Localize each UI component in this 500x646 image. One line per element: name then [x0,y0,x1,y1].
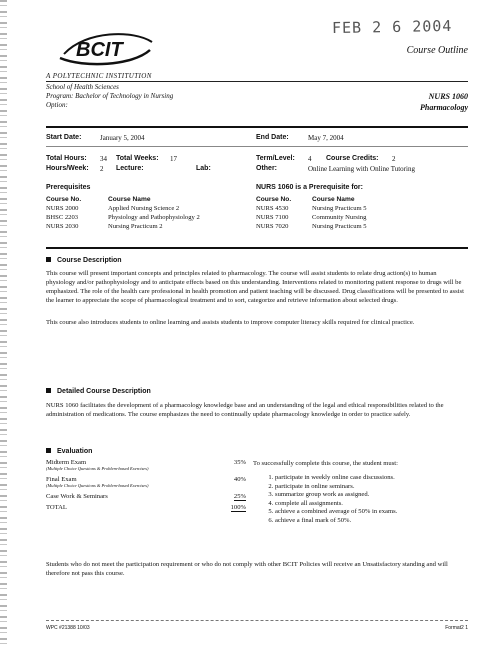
detailed-description-heading [46,388,151,395]
prerequisites-title: Prerequisites [46,184,91,191]
course-no: NURS 4530 [256,205,289,212]
other-label: Other: [256,165,277,172]
other-value: Online Learning with Online Tutoring [308,165,415,173]
total-weeks-value: 17 [170,155,177,163]
list-item: 3. summarize group work as assigned. [275,491,468,500]
evaluation-note: Students who do not meet the participation requirement or who do not comply with other BCIT Policies will receive an Unsatisfactory standing and will therefore not pass this course. [46,561,448,577]
course-heading [420,91,468,113]
section-divider [46,247,468,249]
end-date-label: End Date: [256,134,289,141]
requirements-intro: To successfully complete this course, the student must: [253,460,398,467]
received-date-stamp: FEB 2 6 2004 [331,16,453,38]
bullet-square-icon [46,448,51,453]
course-description-paragraph: This course will present important concepts and principles related to pharmacology. The course will assist students to relate drug action(s) to human physiology and/or pathophysiology and to anticipate effects based on this understanding. Interventions related to monitoring patient response to drugs will be emphasized. The role of the health care professional in health promotion and patient teaching will be discussed. Drug classifications will be presented to assist the learner to appreciate the scope of pharmacological treatment and to sort, categorize and retrieve information about selected drugs. [46,270,464,304]
evaluation-item: Final Exam [46,476,77,483]
course-no: NURS 7020 [256,223,289,230]
total-weeks-label: Total Weeks: [116,155,159,162]
lab-label: Lab: [196,165,211,172]
course-name: Physiology and Pathophysiology 2 [108,214,200,221]
prerequisite-for-table [256,195,373,231]
evaluation-item: Midterm Exam [46,459,87,466]
evaluation-row [46,493,246,504]
table-row [46,213,206,222]
evaluation-table [46,459,246,515]
school-name: School of Health Sciences [46,83,119,91]
section-title: Evaluation [57,448,93,455]
details-divider [46,126,468,128]
bullet-square-icon [46,257,51,262]
col-course-name: Course Name [312,196,355,203]
course-name: Nursing Practicum 2 [108,223,163,230]
table-row [256,213,373,222]
evaluation-row [46,476,246,493]
list-item: 1. participate in weekly online case discussions. [275,474,468,483]
table-header-row [46,195,206,204]
table-row [46,222,206,231]
tagline: A POLYTECHNIC INSTITUTION [46,72,152,80]
col-course-no: Course No. [46,196,82,203]
col-course-name: Course Name [108,196,151,203]
course-no: NURS 2000 [46,205,79,212]
course-description-heading [46,257,122,264]
table-row [256,222,373,231]
course-no: BHSC 2203 [46,214,79,221]
bcit-logo [56,28,156,68]
header-divider [46,81,468,82]
course-no: NURS 7100 [256,214,289,221]
evaluation-total-weight: 100% [230,504,246,511]
evaluation-item-note: (Multiple Choice Questions & Problem-based Exercises) [46,466,149,471]
course-description-paragraph-2: This course also introduces students to online learning and assists students to improve computer literacy skills required for clinical practice. [46,319,415,326]
start-date-value: January 5, 2004 [100,134,145,142]
bcit-logo-swoosh-icon [56,28,156,68]
course-name: Applied Nursing Science 2 [108,205,180,212]
section-title: Detailed Course Description [57,388,151,395]
course-no: NURS 2030 [46,223,79,230]
evaluation-weight: 25% [233,493,246,500]
evaluation-row [46,459,246,476]
school-info [46,83,173,110]
evaluation-heading [46,448,92,455]
bullet-square-icon [46,388,51,393]
prerequisite-for-title: NURS 1060 is a Prerequisite for: [256,184,363,191]
evaluation-total-label: TOTAL [46,504,67,511]
course-name: Nursing Practicum 5 [312,223,367,230]
term-value: 4 [308,155,312,163]
credits-label: Course Credits: [326,155,379,162]
list-item: 6. achieve a final mark of 50%. [275,517,468,526]
course-name: Pharmacology [420,103,468,112]
credits-value: 2 [392,155,396,163]
total-hours-label: Total Hours: [46,155,87,162]
hours-week-label: Hours/Week: [46,165,89,172]
col-course-no: Course No. [256,196,292,203]
footer-document-id: WPC #21388 10/03 [46,625,90,631]
footer-divider [46,620,468,621]
course-name: Community Nursing [312,214,367,221]
list-item: 2. participate in online seminars. [275,483,468,492]
evaluation-weight: 35% [233,459,246,466]
scan-edge [0,0,7,646]
document-title: Course Outline [406,45,468,56]
completion-requirements [253,459,468,525]
option-label: Option: [46,101,68,109]
evaluation-total-row [46,504,246,515]
requirements-list [253,474,468,525]
hours-week-value: 2 [100,165,104,173]
list-item: 5. achieve a combined average of 50% in exams. [275,508,468,517]
prerequisites-table [46,195,206,231]
logo-text: BCIT [76,39,123,61]
total-hours-value: 34 [100,155,107,163]
footer-page-number: Format2 1 [445,625,468,631]
evaluation-item: Case Work & Seminars [46,493,108,500]
end-date-value: May 7, 2004 [308,134,344,142]
list-item: 4. complete all assignments. [275,500,468,509]
lecture-label: Lecture: [116,165,144,172]
term-label: Term/Level: [256,155,295,162]
start-date-label: Start Date: [46,134,82,141]
program-name: Program: Bachelor of Technology in Nursing [46,92,174,100]
course-code: NURS 1060 [428,92,468,101]
section-title: Course Description [57,257,122,264]
table-row [256,204,373,213]
table-header-row [256,195,373,204]
evaluation-item-note: (Multiple Choice Questions & Problem-based Exercises) [46,483,149,488]
evaluation-weight: 40% [233,476,246,483]
detailed-description-paragraph: NURS 1060 facilitates the development of a pharmacology knowledge base and an understanding of the legal and ethical responsibilities related to the administration of medications. The course emphasizes the need to continually update pharmacology knowledge in order to practice safely. [46,402,444,418]
table-row [46,204,206,213]
details-underline [46,146,468,147]
course-name: Nursing Practicum 5 [312,205,367,212]
